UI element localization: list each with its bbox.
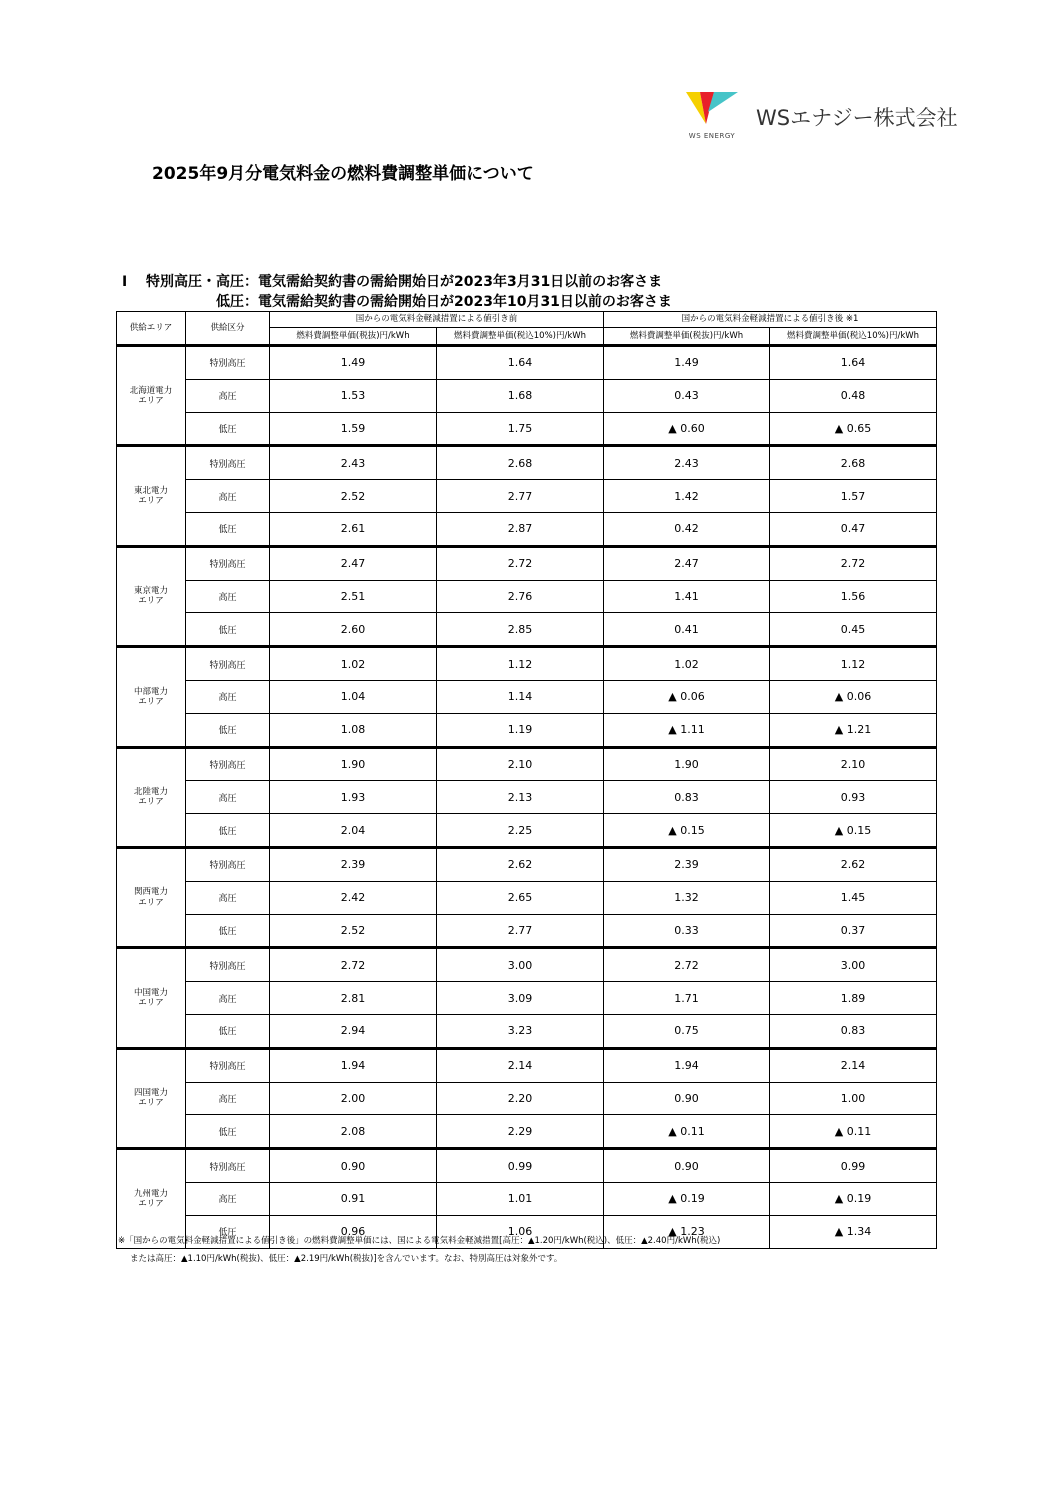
value-cell: 1.93 xyxy=(270,781,437,814)
value-cell: 0.47 xyxy=(770,512,937,546)
value-cell: 1.45 xyxy=(770,881,937,914)
division-name: 特別高圧 xyxy=(186,1048,270,1082)
section-heading-text1: 特別高圧・高圧：電気需給契約書の需給開始日が2023年3月31日以前のお客さま xyxy=(146,274,663,290)
table-row xyxy=(117,847,937,881)
table-row xyxy=(117,546,937,580)
value-cell: ▲ 0.65 xyxy=(770,412,937,446)
table-row xyxy=(117,713,937,747)
value-cell: 2.20 xyxy=(437,1082,604,1115)
division-name: 低圧 xyxy=(186,814,270,848)
table-row xyxy=(117,379,937,412)
value-cell: 0.83 xyxy=(604,781,770,814)
value-cell: 1.01 xyxy=(437,1182,604,1215)
table-row xyxy=(117,1014,937,1048)
value-cell: 0.83 xyxy=(770,1014,937,1048)
value-cell: 2.81 xyxy=(270,982,437,1015)
division-name: 特別高圧 xyxy=(186,446,270,480)
value-cell: 0.99 xyxy=(437,1149,604,1183)
value-cell: 1.68 xyxy=(437,379,604,412)
area-name: 東京電力 エリア xyxy=(117,546,186,646)
value-cell: 2.00 xyxy=(270,1082,437,1115)
value-cell: 2.76 xyxy=(437,580,604,613)
header-col3: 燃料費調整単価(税抜)円/kWh xyxy=(604,328,770,346)
area-group xyxy=(117,346,937,446)
area-name: 四国電力 エリア xyxy=(117,1048,186,1148)
value-cell: 2.62 xyxy=(770,847,937,881)
area-group xyxy=(117,647,937,747)
value-cell: 3.00 xyxy=(437,948,604,982)
table-row xyxy=(117,914,937,948)
value-cell: ▲ 0.06 xyxy=(604,680,770,713)
value-cell: ▲ 0.60 xyxy=(604,412,770,446)
table-row xyxy=(117,881,937,914)
ws-logo-icon xyxy=(684,90,740,126)
value-cell: 1.49 xyxy=(270,346,437,380)
division-name: 特別高圧 xyxy=(186,747,270,781)
value-cell: 2.13 xyxy=(437,781,604,814)
value-cell: 2.72 xyxy=(437,546,604,580)
division-name: 低圧 xyxy=(186,1014,270,1048)
value-cell: 2.94 xyxy=(270,1014,437,1048)
fuel-adjustment-table xyxy=(116,311,937,1249)
division-name: 高圧 xyxy=(186,781,270,814)
value-cell: 0.37 xyxy=(770,914,937,948)
value-cell: 1.64 xyxy=(770,346,937,380)
value-cell: 1.42 xyxy=(604,480,770,513)
value-cell: 1.71 xyxy=(604,982,770,1015)
value-cell: 2.68 xyxy=(437,446,604,480)
table-row xyxy=(117,613,937,647)
value-cell: 0.42 xyxy=(604,512,770,546)
table-row xyxy=(117,781,937,814)
area-name: 北陸電力 エリア xyxy=(117,747,186,847)
value-cell: 2.72 xyxy=(604,948,770,982)
value-cell: 1.04 xyxy=(270,680,437,713)
value-cell: 0.45 xyxy=(770,613,937,647)
division-name: 低圧 xyxy=(186,412,270,446)
value-cell: 1.00 xyxy=(770,1082,937,1115)
value-cell: ▲ 0.15 xyxy=(770,814,937,848)
value-cell: ▲ 0.11 xyxy=(604,1115,770,1149)
header-col1: 燃料費調整単価(税抜)円/kWh xyxy=(270,328,437,346)
area-name: 関西電力 エリア xyxy=(117,847,186,947)
value-cell: 2.39 xyxy=(270,847,437,881)
division-name: 低圧 xyxy=(186,1215,270,1248)
area-name: 中国電力 エリア xyxy=(117,948,186,1048)
value-cell: 2.14 xyxy=(437,1048,604,1082)
area-group xyxy=(117,1048,937,1148)
value-cell: 0.75 xyxy=(604,1014,770,1048)
value-cell: 2.65 xyxy=(437,881,604,914)
value-cell: 1.94 xyxy=(270,1048,437,1082)
value-cell: 2.62 xyxy=(437,847,604,881)
value-cell: 1.56 xyxy=(770,580,937,613)
header-col2: 燃料費調整単価(税込10%)円/kWh xyxy=(437,328,604,346)
division-name: 高圧 xyxy=(186,881,270,914)
table-row xyxy=(117,412,937,446)
division-name: 特別高圧 xyxy=(186,948,270,982)
division-name: 低圧 xyxy=(186,914,270,948)
area-group xyxy=(117,546,937,646)
table-row xyxy=(117,512,937,546)
value-cell: ▲ 0.11 xyxy=(770,1115,937,1149)
division-name: 高圧 xyxy=(186,580,270,613)
value-cell: 1.02 xyxy=(270,647,437,681)
value-cell: 2.47 xyxy=(270,546,437,580)
company-logo xyxy=(684,90,974,142)
section-number: I xyxy=(122,274,128,290)
value-cell: 3.23 xyxy=(437,1014,604,1048)
value-cell: ▲ 1.34 xyxy=(770,1215,937,1248)
table-row xyxy=(117,1149,937,1183)
value-cell: 0.33 xyxy=(604,914,770,948)
division-name: 特別高圧 xyxy=(186,546,270,580)
division-name: 高圧 xyxy=(186,982,270,1015)
value-cell: 0.41 xyxy=(604,613,770,647)
area-name: 九州電力 エリア xyxy=(117,1149,186,1248)
value-cell: 0.48 xyxy=(770,379,937,412)
division-name: 高圧 xyxy=(186,1182,270,1215)
table-row xyxy=(117,480,937,513)
value-cell: 3.00 xyxy=(770,948,937,982)
table-row xyxy=(117,680,937,713)
value-cell: 2.47 xyxy=(604,546,770,580)
area-name: 東北電力 エリア xyxy=(117,446,186,546)
value-cell: 2.77 xyxy=(437,914,604,948)
page-title: 2025年9月分電気料金の燃料費調整単価について xyxy=(152,164,534,184)
value-cell: 2.04 xyxy=(270,814,437,848)
division-name: 高圧 xyxy=(186,379,270,412)
value-cell: 3.09 xyxy=(437,982,604,1015)
value-cell: 2.42 xyxy=(270,881,437,914)
table-row xyxy=(117,1182,937,1215)
value-cell: 1.49 xyxy=(604,346,770,380)
value-cell: 1.14 xyxy=(437,680,604,713)
area-group xyxy=(117,948,937,1048)
division-name: 高圧 xyxy=(186,1082,270,1115)
division-name: 特別高圧 xyxy=(186,346,270,380)
division-name: 特別高圧 xyxy=(186,647,270,681)
company-name: WSエナジー株式会社 xyxy=(756,106,958,130)
value-cell: 0.91 xyxy=(270,1182,437,1215)
value-cell: 2.08 xyxy=(270,1115,437,1149)
value-cell: 2.61 xyxy=(270,512,437,546)
value-cell: 2.39 xyxy=(604,847,770,881)
value-cell: 2.10 xyxy=(437,747,604,781)
value-cell: 2.52 xyxy=(270,914,437,948)
division-name: 低圧 xyxy=(186,713,270,747)
division-name: 特別高圧 xyxy=(186,847,270,881)
value-cell: 2.14 xyxy=(770,1048,937,1082)
division-name: 低圧 xyxy=(186,512,270,546)
table-row xyxy=(117,446,937,480)
value-cell: 1.41 xyxy=(604,580,770,613)
table-row xyxy=(117,1115,937,1149)
table-row xyxy=(117,1048,937,1082)
value-cell: 1.57 xyxy=(770,480,937,513)
value-cell: 2.68 xyxy=(770,446,937,480)
value-cell: 1.32 xyxy=(604,881,770,914)
table-row xyxy=(117,982,937,1015)
division-name: 低圧 xyxy=(186,1115,270,1149)
header-division: 供給区分 xyxy=(186,312,270,346)
value-cell: 1.94 xyxy=(604,1048,770,1082)
division-name: 特別高圧 xyxy=(186,1149,270,1183)
value-cell: 2.43 xyxy=(270,446,437,480)
value-cell: 1.75 xyxy=(437,412,604,446)
header-group-after: 国からの電気料金軽減措置による値引き後 ※1 xyxy=(604,312,937,328)
value-cell: 2.85 xyxy=(437,613,604,647)
logo-subtext: WS ENERGY xyxy=(688,132,736,140)
value-cell: ▲ 1.21 xyxy=(770,713,937,747)
value-cell: 1.02 xyxy=(604,647,770,681)
value-cell: 2.87 xyxy=(437,512,604,546)
value-cell: 1.53 xyxy=(270,379,437,412)
area-group xyxy=(117,747,937,847)
division-name: 高圧 xyxy=(186,480,270,513)
value-cell: ▲ 1.23 xyxy=(604,1215,770,1248)
value-cell: 1.06 xyxy=(437,1215,604,1248)
table-row xyxy=(117,647,937,681)
division-name: 低圧 xyxy=(186,613,270,647)
value-cell: 1.08 xyxy=(270,713,437,747)
value-cell: 0.43 xyxy=(604,379,770,412)
area-name: 北海道電力 エリア xyxy=(117,346,186,446)
header-col4: 燃料費調整単価(税込10%)円/kWh xyxy=(770,328,937,346)
value-cell: 2.29 xyxy=(437,1115,604,1149)
value-cell: 1.19 xyxy=(437,713,604,747)
value-cell: 2.72 xyxy=(770,546,937,580)
table-row xyxy=(117,580,937,613)
header-group-before: 国からの電気料金軽減措置による値引き前 xyxy=(270,312,604,328)
footnote-line2: または高圧：▲1.10円/kWh(税抜)、低圧：▲2.19円/kWh(税抜)]を含んでいます。なお、特別高圧は対象外です。 xyxy=(130,1254,563,1264)
value-cell: 1.89 xyxy=(770,982,937,1015)
value-cell: ▲ 0.19 xyxy=(770,1182,937,1215)
value-cell: 2.77 xyxy=(437,480,604,513)
value-cell: 1.90 xyxy=(604,747,770,781)
value-cell: 1.12 xyxy=(437,647,604,681)
value-cell: 1.90 xyxy=(270,747,437,781)
area-name: 中部電力 エリア xyxy=(117,647,186,747)
section-heading-line1 xyxy=(122,271,662,291)
value-cell: 1.64 xyxy=(437,346,604,380)
division-name: 高圧 xyxy=(186,680,270,713)
value-cell: 0.93 xyxy=(770,781,937,814)
header-area: 供給エリア xyxy=(117,312,186,346)
table-row xyxy=(117,1082,937,1115)
value-cell: 2.43 xyxy=(604,446,770,480)
value-cell: 1.12 xyxy=(770,647,937,681)
table-row xyxy=(117,948,937,982)
table-header xyxy=(117,312,937,346)
table-row xyxy=(117,346,937,380)
value-cell: ▲ 0.06 xyxy=(770,680,937,713)
value-cell: 0.96 xyxy=(270,1215,437,1248)
value-cell: ▲ 0.19 xyxy=(604,1182,770,1215)
table-row xyxy=(117,814,937,848)
value-cell: 0.99 xyxy=(770,1149,937,1183)
value-cell: 0.90 xyxy=(604,1149,770,1183)
value-cell: 2.10 xyxy=(770,747,937,781)
value-cell: 0.90 xyxy=(604,1082,770,1115)
value-cell: 0.90 xyxy=(270,1149,437,1183)
footnote-line1: ※「国からの電気料金軽減措置による値引き後」の燃料費調整単価には、国による電気料金軽減措置[高圧：▲1.20円/kWh(税込)、低圧：▲2.40円/kWh(税込) xyxy=(118,1236,721,1246)
value-cell: 2.52 xyxy=(270,480,437,513)
value-cell: 1.59 xyxy=(270,412,437,446)
value-cell: 2.51 xyxy=(270,580,437,613)
table-row xyxy=(117,747,937,781)
value-cell: ▲ 0.15 xyxy=(604,814,770,848)
section-heading-line2: 低圧：電気需給契約書の需給開始日が2023年10月31日以前のお客さま xyxy=(216,294,672,310)
area-group xyxy=(117,446,937,546)
value-cell: 2.25 xyxy=(437,814,604,848)
value-cell: 2.72 xyxy=(270,948,437,982)
value-cell: 2.60 xyxy=(270,613,437,647)
value-cell: ▲ 1.11 xyxy=(604,713,770,747)
area-group xyxy=(117,847,937,947)
